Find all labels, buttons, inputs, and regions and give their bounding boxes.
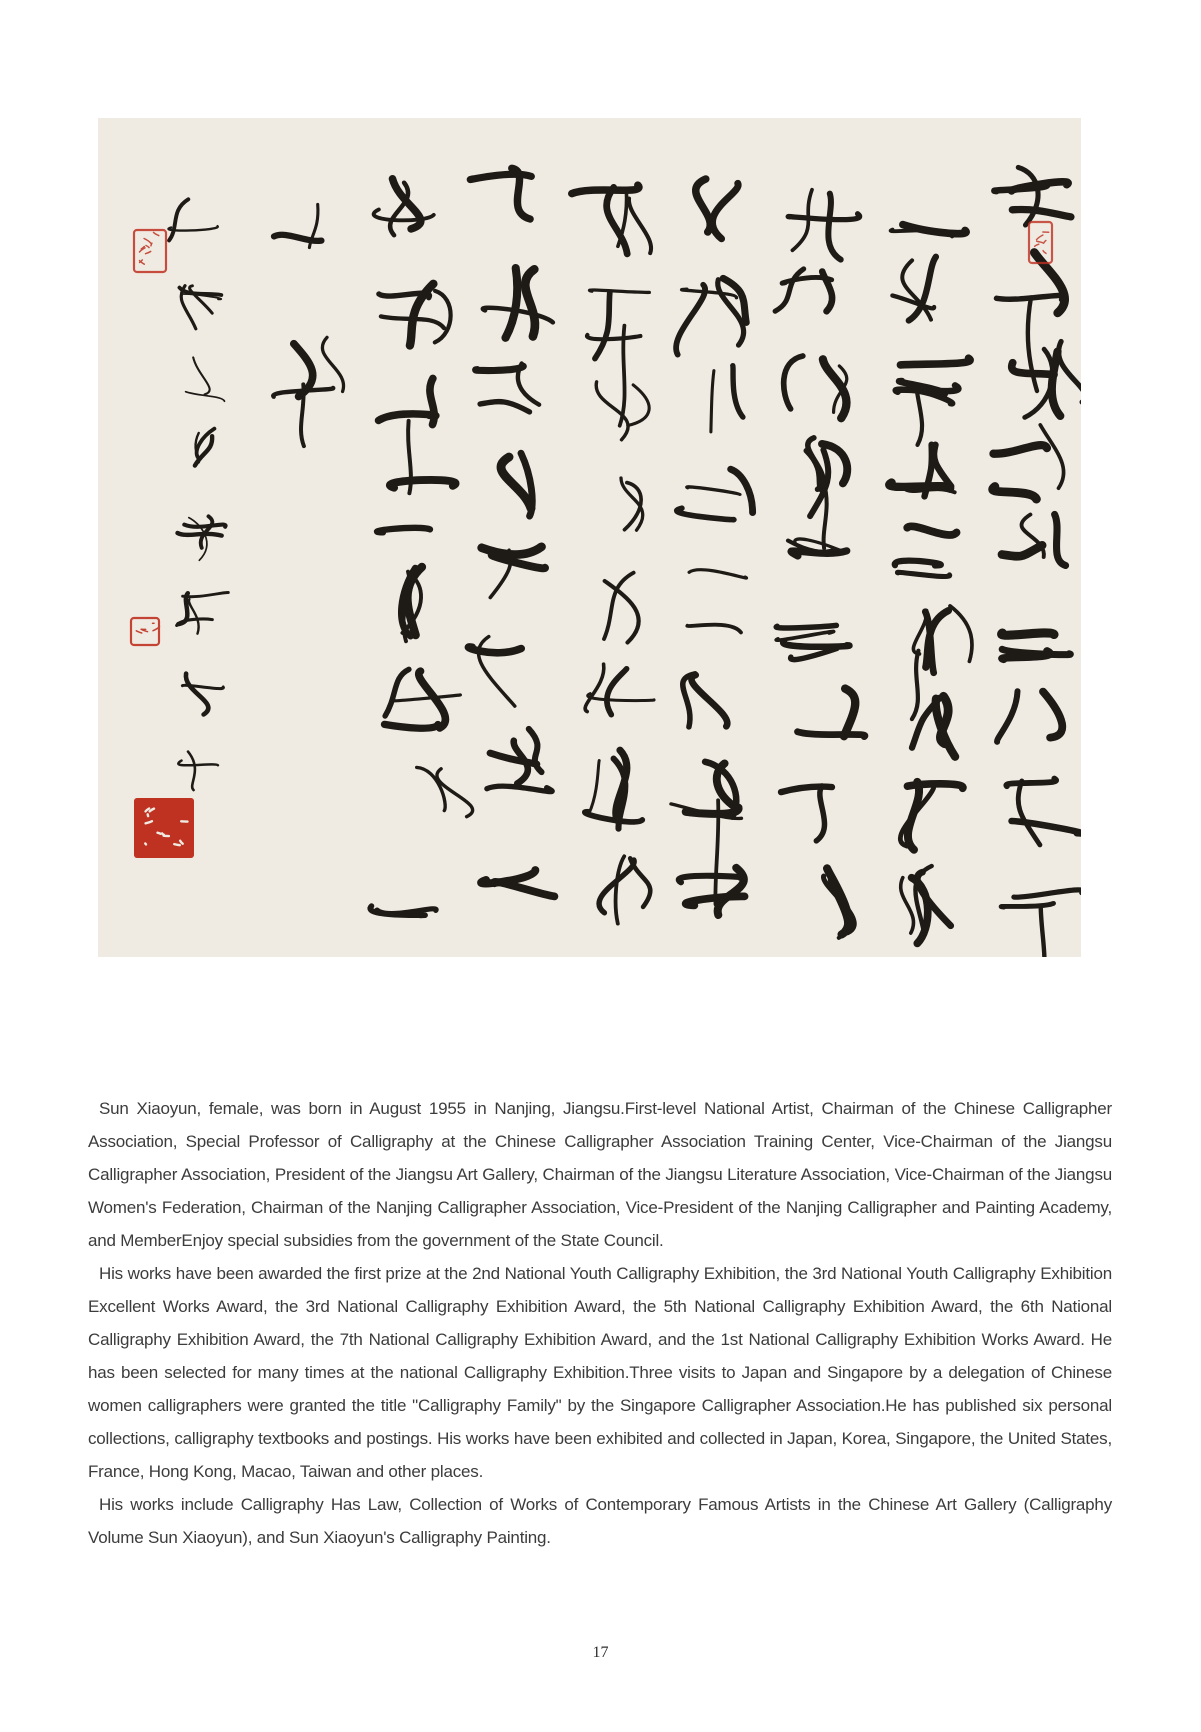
- bio-paragraph-3: His works include Calligraphy Has Law, Collection of Works of Contemporary Famous Artists in the Chinese Art Gallery (Calligraphy Volume Sun Xiaoyun), and Sun Xiaoyun's Calligraphy Painting.: [88, 1495, 1112, 1547]
- artist-seal-lower-left: [134, 798, 194, 858]
- artist-seal-upper-left: [134, 230, 166, 272]
- bio-paragraph-2: His works have been awarded the first prize at the 2nd National Youth Calligraphy Exhibition, the 3rd National Youth Calligraphy Exhibition Excellent Works Award, the 3rd National Calligraphy Exhibition Award, the 5th National Calligraphy Exhibition Award, the 6th National Calligraphy Exhibition Award, the 7th National Calligraphy Exhibition Award, and the 1st National Calligraphy Exhibition Works Award. He has been selected for many times at the national Calligraphy Exhibition.Three visits to Japan and Singapore by a delegation of Chinese women calligraphers were granted the title "Calligraphy Family" by the Singapore Calligrapher Association.He has published six personal collections, calligraphy textbooks and postings. His works have been exhibited and collected in Japan, Korea, Singapore, the United States, France, Hong Kong, Macao, Taiwan and other places.: [88, 1264, 1112, 1481]
- calligraphy-svg: [98, 118, 1081, 957]
- artist-seal-mid-left: [131, 618, 160, 645]
- page-number: 17: [592, 1644, 609, 1661]
- biography-text: [88, 1092, 1112, 1554]
- calligraphy-artwork: [98, 118, 1081, 957]
- bio-paragraph-1: Sun Xiaoyun, female, was born in August 1955 in Nanjing, Jiangsu.First-level National Artist, Chairman of the Chinese Calligrapher Association, Special Professor of Calligraphy at the Chinese Calligrapher Association Training Center, Vice-Chairman of the Jiangsu Calligrapher Association, President of the Jiangsu Art Gallery, Chairman of the Jiangsu Literature Association, Vice-Chairman of the Jiangsu Women's Federation, Chairman of the Nanjing Calligrapher Association, Vice-President of the Nanjing Calligrapher and Painting Academy, and MemberEnjoy special subsidies from the government of the State Council.: [88, 1099, 1112, 1250]
